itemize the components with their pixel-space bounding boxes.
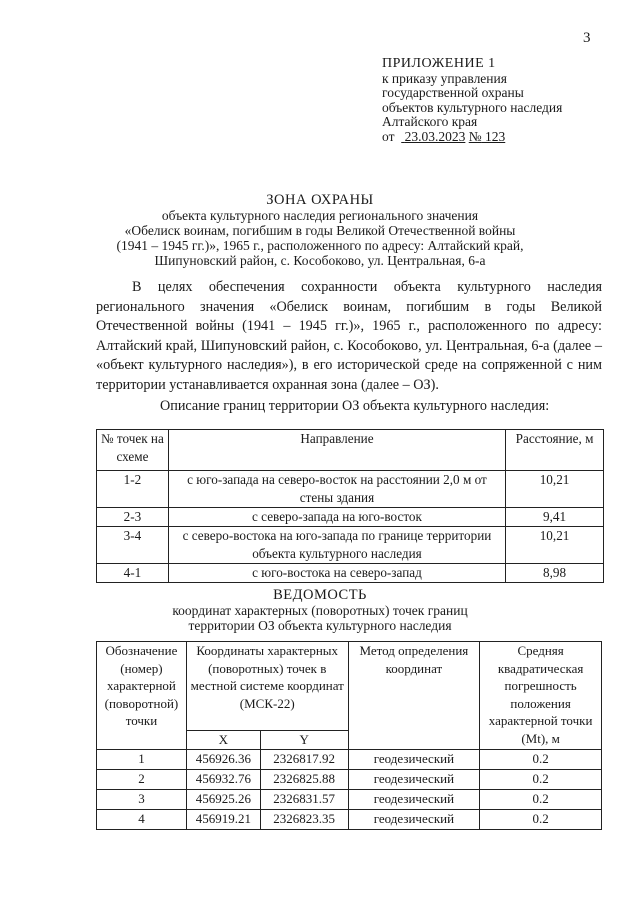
zone-heading-line: Шипуновский район, с. Кособоково, ул. Центральная, 6-а xyxy=(154,253,486,268)
cell-y: 2326817.92 xyxy=(260,749,348,769)
cell-x: 456919.21 xyxy=(186,809,260,829)
page-number: 3 xyxy=(583,30,591,46)
order-date-value: 23.03.2023 xyxy=(404,128,466,144)
header-method: Метод определения координат xyxy=(348,642,480,750)
cell-points: 1-2 xyxy=(97,471,169,508)
boundary-table xyxy=(96,429,604,583)
zone-heading-line: объекта культурного наследия регионального значения xyxy=(161,208,479,223)
appendix-block xyxy=(382,57,622,144)
cell-points: 3-4 xyxy=(97,527,169,564)
date-prefix: от xyxy=(382,128,395,144)
cell-distance: 10,21 xyxy=(506,527,604,564)
vedomost-title: ВЕДОМОСТЬ xyxy=(273,587,367,603)
header-coords: Координаты характерных (поворотных) точек в местной системе координат (МСК-22) xyxy=(186,642,348,731)
cell-distance: 8,98 xyxy=(506,564,604,583)
zone-heading-line: (1941 – 1945 гг.)», 1965 г., расположенного по адресу: Алтайский край, xyxy=(116,238,524,253)
table-row xyxy=(97,508,604,527)
zone-heading xyxy=(100,193,540,268)
cell-x: 456926.36 xyxy=(186,749,260,769)
cell-y: 2326823.35 xyxy=(260,809,348,829)
table-row xyxy=(97,471,604,508)
table-row xyxy=(97,769,602,789)
cell-x: 456932.76 xyxy=(186,769,260,789)
header-distance: Расстояние, м xyxy=(506,430,604,471)
header-x: X xyxy=(186,731,260,750)
cell-y: 2326825.88 xyxy=(260,769,348,789)
cell-direction: с северо-запада на юго-восток xyxy=(168,508,505,527)
cell-distance: 9,41 xyxy=(506,508,604,527)
zone-title: ЗОНА ОХРАНЫ xyxy=(266,192,374,208)
coordinates-table xyxy=(96,641,602,830)
appendix-line: государственной охраны xyxy=(382,85,524,100)
header-points: № точек на схеме xyxy=(97,430,169,471)
number-prefix: № xyxy=(468,128,482,144)
header-designation: Обозначение (номер) характерной (поворотной) точки xyxy=(97,642,187,750)
cell-number: 4 xyxy=(97,809,187,829)
table-row xyxy=(97,564,604,583)
table-header-row xyxy=(97,430,604,471)
table-row xyxy=(97,789,602,809)
appendix-line: к приказу управления xyxy=(382,70,507,86)
intro-text: В целях обеспечения сохранности объекта культурного наследия регионального значения «Обелиск воинам, погибшим в годы Великой Отечественной войны (1941 – 1945 гг.)», 1965 г., расположенного по адресу: Алтайский край, Шипуновский район, с. Кособоково, ул. Центральная, 6-а (далее – «объект культурного наследия»), в его исторической среде на сопряженной с ним территории устанавливается охранная зона (далее – ОЗ). xyxy=(96,279,602,393)
table-row xyxy=(97,809,602,829)
cell-number: 3 xyxy=(97,789,187,809)
cell-points: 4-1 xyxy=(97,564,169,583)
table-row xyxy=(97,527,604,564)
appendix-date-line xyxy=(382,130,622,145)
cell-direction: с юго-запада на северо-восток на расстоянии 2,0 м от стены здания xyxy=(168,471,505,508)
table-row xyxy=(97,749,602,769)
cell-method: геодезический xyxy=(348,809,480,829)
cell-direction: с северо-востока на юго-запада по границе территории объекта культурного наследия xyxy=(168,527,505,564)
appendix-line: Алтайского края xyxy=(382,114,478,129)
appendix-title: ПРИЛОЖЕНИЕ 1 xyxy=(382,56,496,71)
zone-heading-line: «Обелиск воинам, погибшим в годы Великой Отечественной войны xyxy=(124,223,516,238)
cell-method: геодезический xyxy=(348,769,480,789)
boundary-caption: Описание границ территории ОЗ объекта культурного наследия: xyxy=(160,398,550,414)
vedomost-heading xyxy=(150,588,490,633)
cell-direction: с юго-востока на северо-запад xyxy=(168,564,505,583)
appendix-line: объектов культурного наследия xyxy=(382,99,563,115)
cell-method: геодезический xyxy=(348,749,480,769)
table-header-row xyxy=(97,642,602,731)
header-error: Средняя квадратическая погрешность положения характерной точки (Mt), м xyxy=(480,642,602,750)
cell-error: 0.2 xyxy=(480,769,602,789)
header-direction: Направление xyxy=(168,430,505,471)
cell-error: 0.2 xyxy=(480,749,602,769)
cell-error: 0.2 xyxy=(480,789,602,809)
order-date xyxy=(401,129,465,144)
header-y: Y xyxy=(260,731,348,750)
cell-method: геодезический xyxy=(348,789,480,809)
cell-number: 1 xyxy=(97,749,187,769)
vedomost-line: координат характерных (поворотных) точек границ xyxy=(172,603,468,618)
cell-error: 0.2 xyxy=(480,809,602,829)
cell-y: 2326831.57 xyxy=(260,789,348,809)
cell-number: 2 xyxy=(97,769,187,789)
cell-distance: 10,21 xyxy=(506,471,604,508)
intro-paragraph xyxy=(96,278,602,395)
vedomost-line: территории ОЗ объекта культурного наследия xyxy=(188,618,452,633)
order-number-value: 123 xyxy=(485,128,506,144)
order-number xyxy=(469,129,506,144)
cell-points: 2-3 xyxy=(97,508,169,527)
cell-x: 456925.26 xyxy=(186,789,260,809)
